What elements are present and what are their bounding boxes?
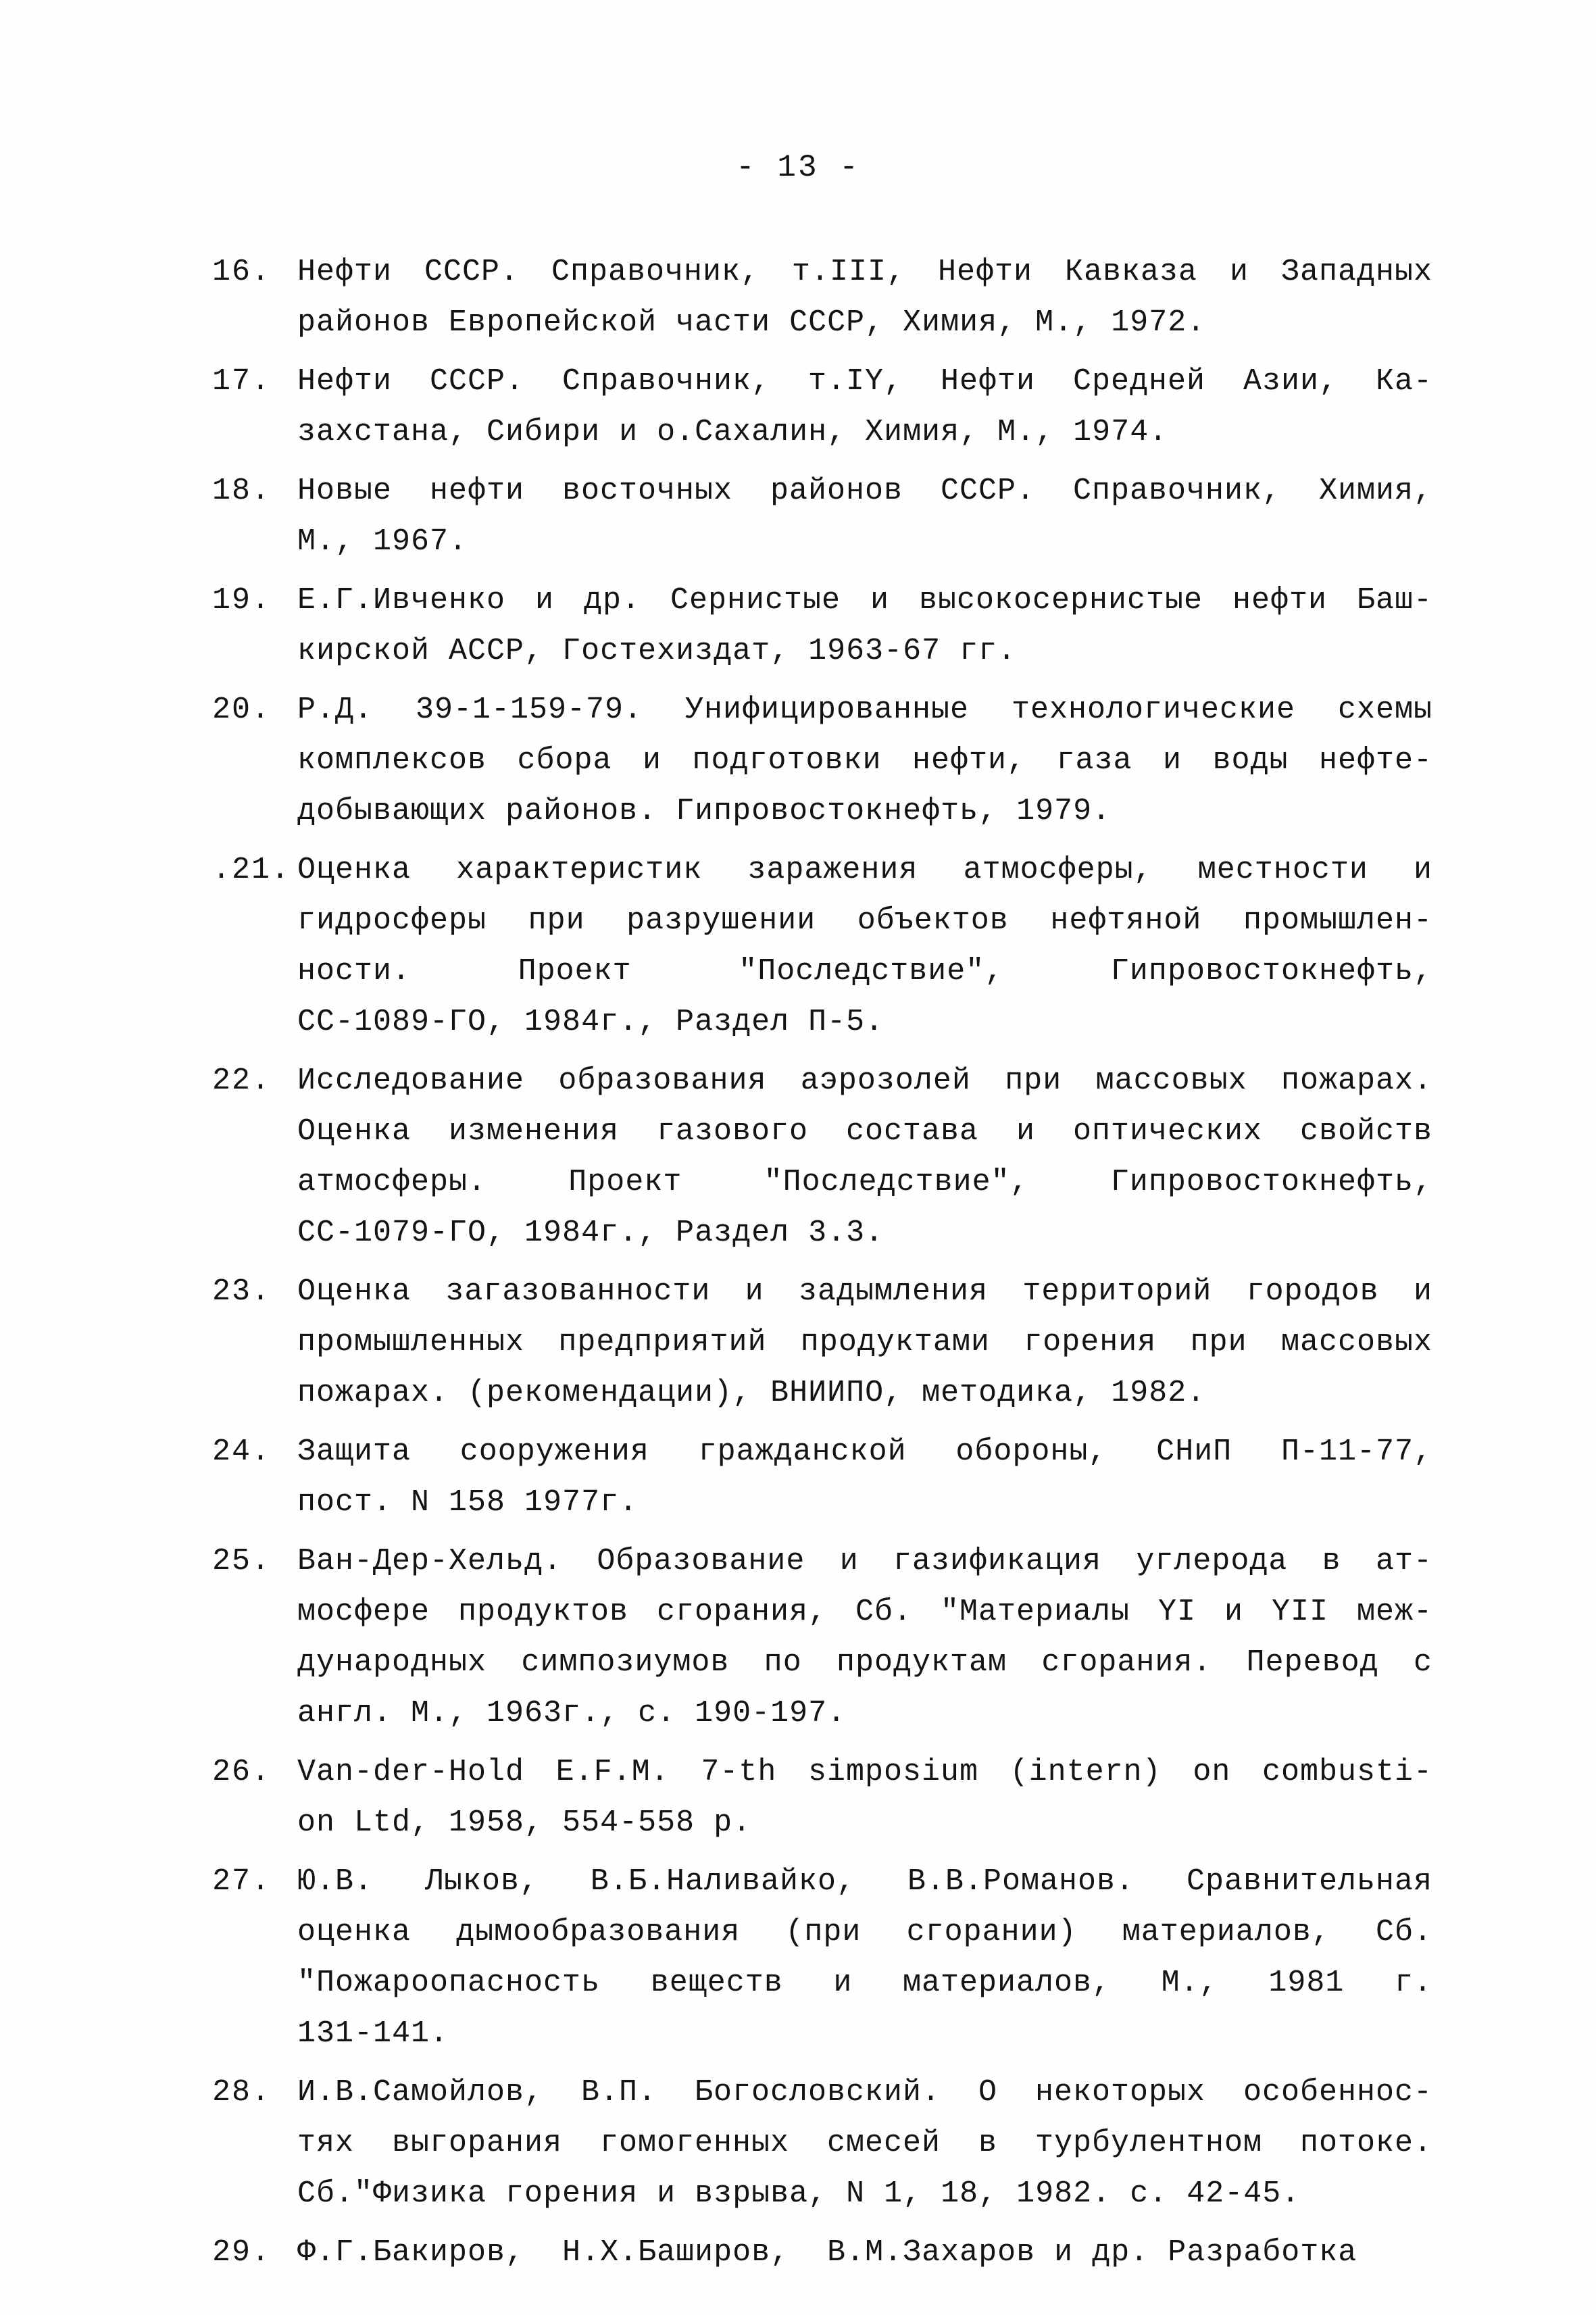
reference-text-line: "Пожароопасность веществ и материалов, М., 1981 г. — [297, 1966, 1432, 2000]
reference-item — [203, 1856, 1432, 2059]
reference-item — [203, 845, 1432, 1047]
reference-number: 25. — [212, 1544, 272, 1578]
reference-text-line: пожарах. (рекомендации), ВНИИПО, методика, 1982. — [297, 1376, 1206, 1410]
reference-item — [203, 356, 1432, 457]
reference-number: 19. — [212, 583, 272, 618]
reference-text-line: Ю.В. Лыков, В.Б.Наливайко, В.В.Романов. Сравнительная — [297, 1864, 1432, 1899]
reference-text-line: СС-1079-ГО, 1984г., Раздел 3.3. — [297, 1216, 884, 1250]
reference-number: 17. — [212, 364, 272, 399]
reference-number: 28. — [212, 2075, 272, 2110]
reference-text-line: И.В.Самойлов, В.П. Богословский. О некоторых особеннос- — [297, 2075, 1432, 2110]
reference-text-line: пост. N 158 1977г. — [297, 1485, 639, 1520]
reference-text-line: 131-141. — [297, 2016, 449, 2051]
reference-item — [203, 575, 1432, 676]
reference-text-line: атмосферы. Проект "Последствие", Гипровостокнефть, — [297, 1165, 1432, 1199]
reference-text-line: ности. Проект "Последствие", Гипровостокнефть, — [297, 954, 1432, 989]
reference-number: 29. — [212, 2235, 272, 2270]
reference-text-line: Van-der-Hold E.F.M. 7-th simposium (intern) on combusti- — [297, 1755, 1432, 1789]
reference-number: 23. — [212, 1274, 272, 1309]
reference-item — [203, 1055, 1432, 1258]
reference-number: 16. — [212, 255, 272, 289]
reference-item — [203, 2067, 1432, 2219]
reference-item — [203, 1747, 1432, 1848]
reference-text-line: англ. М., 1963г., с. 190-197. — [297, 1696, 847, 1731]
reference-text-line: Оценка характеристик заражения атмосферы, местности и — [297, 853, 1432, 887]
reference-text-line: захстана, Сибири и о.Сахалин, Химия, М., 1974. — [297, 415, 1168, 449]
reference-text-line: Новые нефти восточных районов СССР. Справочник, Химия, — [297, 474, 1432, 508]
reference-text-line: районов Европейской части СССР, Химия, М., 1972. — [297, 305, 1206, 340]
reference-item — [203, 684, 1432, 837]
reference-item — [203, 1266, 1432, 1418]
reference-text-line: мосфере продуктов сгорания, Сб. "Материалы YI и YII меж- — [297, 1595, 1432, 1629]
reference-number: 22. — [212, 1064, 272, 1098]
reference-text-line: промышленных предприятий продуктами горения при массовых — [297, 1325, 1432, 1360]
reference-number: .21. — [212, 853, 291, 887]
reference-text-line: тях выгорания гомогенных смесей в турбулентном потоке. — [297, 2126, 1432, 2160]
reference-text-line: СС-1089-ГО, 1984г., Раздел П-5. — [297, 1005, 884, 1039]
reference-item — [203, 466, 1432, 567]
reference-text-line: Ван-Дер-Хельд. Образование и газификация углерода в ат- — [297, 1544, 1432, 1578]
reference-text-line: кирской АССР, Гостехиздат, 1963-67 гг. — [297, 634, 1017, 668]
reference-text-line: on Ltd, 1958, 554-558 p. — [297, 1806, 752, 1840]
reference-text-line: добывающих районов. Гипровостокнефть, 1979. — [297, 794, 1112, 828]
reference-text-line: гидросферы при разрушении объектов нефтяной промышлен- — [297, 903, 1432, 938]
reference-text-line: Нефти СССР. Справочник, т.IY, Нефти Средней Азии, Ка- — [297, 364, 1432, 399]
reference-item — [203, 2227, 1432, 2278]
reference-number: 27. — [212, 1864, 272, 1899]
reference-item — [203, 247, 1432, 348]
reference-number: 24. — [212, 1435, 272, 1469]
reference-text-line: дународных симпозиумов по продуктам сгорания. Перевод с — [297, 1645, 1432, 1680]
page-number: - 13 - — [736, 150, 860, 185]
reference-item — [203, 1536, 1432, 1739]
reference-text-line: Сб."Физика горения и взрыва, N 1, 18, 1982. с. 42-45. — [297, 2176, 1301, 2211]
reference-text-line: оценка дымообразования (при сгорании) материалов, Сб. — [297, 1915, 1432, 1949]
reference-text-line: М., 1967. — [297, 524, 468, 559]
reference-number: 20. — [212, 693, 272, 727]
reference-number: 26. — [212, 1755, 272, 1789]
reference-text-line: комплексов сбора и подготовки нефти, газа и воды нефте- — [297, 743, 1432, 778]
reference-text-line: Оценка загазованности и задымления территорий городов и — [297, 1274, 1432, 1309]
reference-text-line: Исследование образования аэрозолей при массовых пожарах. — [297, 1064, 1432, 1098]
reference-text-line: Нефти СССР. Справочник, т.III, Нефти Кавказа и Западных — [297, 255, 1432, 289]
reference-text-line: Е.Г.Ивченко и др. Сернистые и высокосернистые нефти Баш- — [297, 583, 1432, 618]
reference-text-line: Ф.Г.Бакиров, Н.Х.Баширов, В.М.Захаров и др. Разработка — [297, 2235, 1357, 2270]
reference-item — [203, 1426, 1432, 1528]
reference-text-line: Р.Д. 39-1-159-79. Унифицированные технологические схемы — [297, 693, 1432, 727]
reference-list — [203, 247, 1432, 2286]
reference-text-line: Оценка изменения газового состава и оптических свойств — [297, 1114, 1432, 1149]
reference-number: 18. — [212, 474, 272, 508]
reference-text-line: Защита сооружения гражданской обороны, СНиП П-11-77, — [297, 1435, 1432, 1469]
